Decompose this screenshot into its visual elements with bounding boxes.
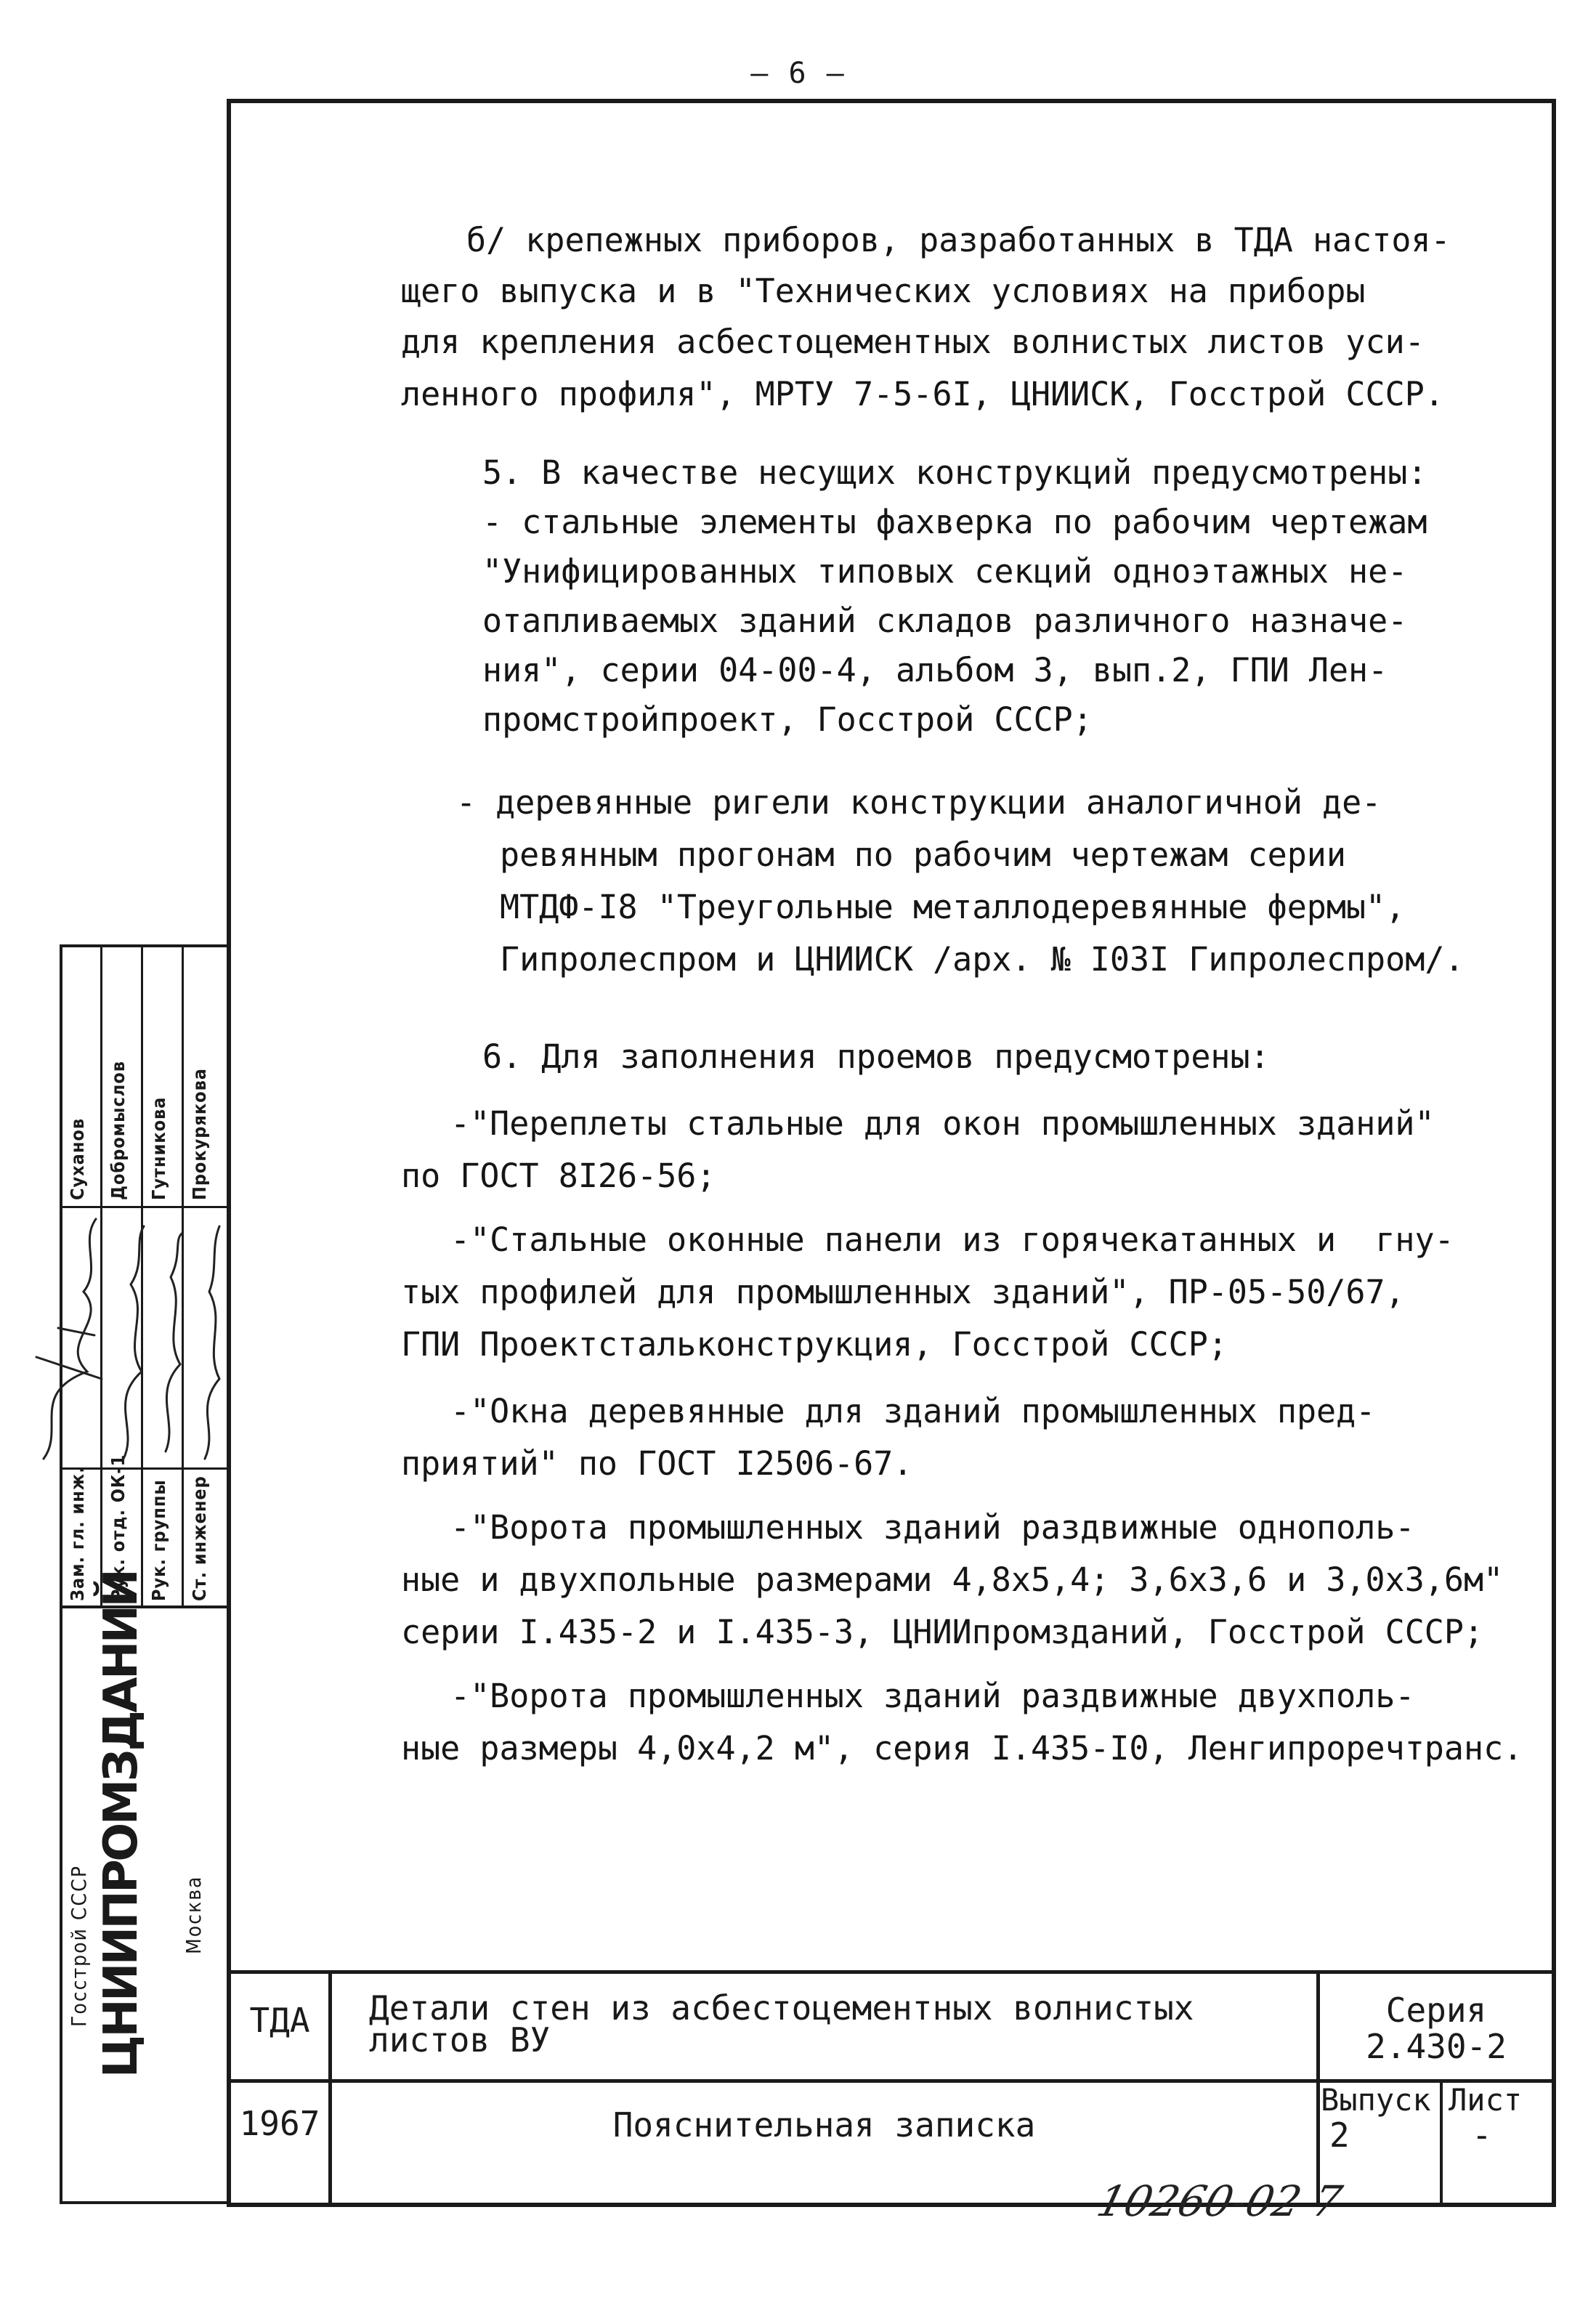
text-line: ния", серии 04-00-4, альбом 3, вып.2, ГПИ Лен- <box>482 651 1388 689</box>
stamp-role: Зам. гл. инж. <box>67 1466 88 1601</box>
stamp-role: Рук. отд. ОК-1 <box>108 1454 129 1601</box>
text-line: ревянным прогонам по рабочим чертежам серии <box>500 835 1346 874</box>
text-line: -"Ворота промышленных зданий раздвижные однополь- <box>450 1508 1415 1547</box>
text-line: -"Ворота промышленных зданий раздвижные двухполь- <box>450 1677 1415 1715</box>
text-line: -"Переплеты стальные для окон промышленных зданий" <box>450 1104 1435 1143</box>
stamp-name: Прокурякова <box>189 1068 210 1200</box>
stamp-name: Суханов <box>67 1117 88 1200</box>
sheet-value: - <box>1472 2115 1492 2155</box>
org-code: ТДА <box>249 2001 310 2040</box>
text-line: ные и двухпольные размерами 4,8х5,4; 3,6х3,6 и 3,0х3,6м" <box>401 1560 1504 1599</box>
text-line: для крепления асбестоцементных волнистых листов уси- <box>401 323 1425 361</box>
text-line: промстройпроект, Госстрой СССР; <box>482 700 1093 739</box>
stamp-role: Ст. инженер <box>189 1475 210 1601</box>
text-line: щего выпуска и в "Технических условиях на приборы <box>401 272 1366 310</box>
text-line: 5. В качестве несущих конструкций предусмотрены: <box>482 453 1427 492</box>
text-line: -"Окна деревянные для зданий промышленных пред- <box>450 1392 1376 1430</box>
stamp-role: Рук. группы <box>148 1479 169 1601</box>
text-line: ные размеры 4,0х4,2 м", серия I.435-I0, Ленгипроречтранс. <box>401 1729 1523 1768</box>
text-line: "Унифицированных типовых секций одноэтажных не- <box>482 552 1408 591</box>
org-top: Госстрой СССР <box>67 1865 91 2027</box>
org-city: Москва <box>182 1875 206 1954</box>
text-line: Гипролеспром и ЦНИИСК /арх. № I03I Гипролеспром/. <box>500 940 1465 979</box>
text-line: ленного профиля", МРТУ 7-5-6I, ЦНИИСК, Госстрой СССР. <box>401 375 1444 413</box>
page-number: — 6 — <box>750 57 846 90</box>
text-line: отапливаемых зданий складов различного назначе- <box>482 602 1408 640</box>
text-line: тых профилей для промышленных зданий", ПР-05-50/67, <box>401 1273 1405 1311</box>
drawing-title: Детали стен из асбестоцементных волнистых листов ВУ <box>369 1988 1194 2060</box>
text-line: -"Стальные оконные панели из горячекатанных и гну- <box>450 1220 1454 1259</box>
text-line: ГПИ Проектстальконструкция, Госстрой СССР; <box>401 1325 1228 1364</box>
signatures-image <box>15 1212 232 1466</box>
document-name: Пояснительная записка <box>612 2105 1036 2145</box>
issue-value: 2 <box>1329 2115 1350 2155</box>
text-line: серии I.435-2 и I.435-3, ЦНИИпромзданий, Госстрой СССР; <box>401 1613 1484 1651</box>
text-line: б/ крепежных приборов, разработанных в ТДА настоя- <box>466 221 1451 259</box>
text-line: - стальные элементы фахверка по рабочим чертежам <box>482 503 1427 541</box>
series-label: Серия <box>1385 1991 1487 2030</box>
text-line: по ГОСТ 8I26-56; <box>401 1157 716 1195</box>
text-line: 6. Для заполнения проемов предусмотрены: <box>482 1037 1270 1076</box>
stamp-name: Добромыслов <box>108 1061 129 1200</box>
series-value: 2.430-2 <box>1366 2027 1507 2066</box>
issue-label: Выпуск <box>1321 2082 1431 2118</box>
text-line: МТДФ-I8 "Треугольные металлодеревянные фермы", <box>500 888 1406 926</box>
org-main: ЦНИИПРОМЗДАНИЙ <box>94 1571 148 2078</box>
text-line: - деревянные ригели конструкции аналогичной де- <box>456 783 1382 822</box>
year: 1967 <box>239 2104 320 2143</box>
sheet-label: Лист <box>1449 2082 1523 2118</box>
handwritten-archive-number: 10260-02 7 <box>1092 2177 1347 2226</box>
text-line: приятий" по ГОСТ I2506-67. <box>401 1444 913 1483</box>
stamp-name: Гутникова <box>148 1096 169 1200</box>
